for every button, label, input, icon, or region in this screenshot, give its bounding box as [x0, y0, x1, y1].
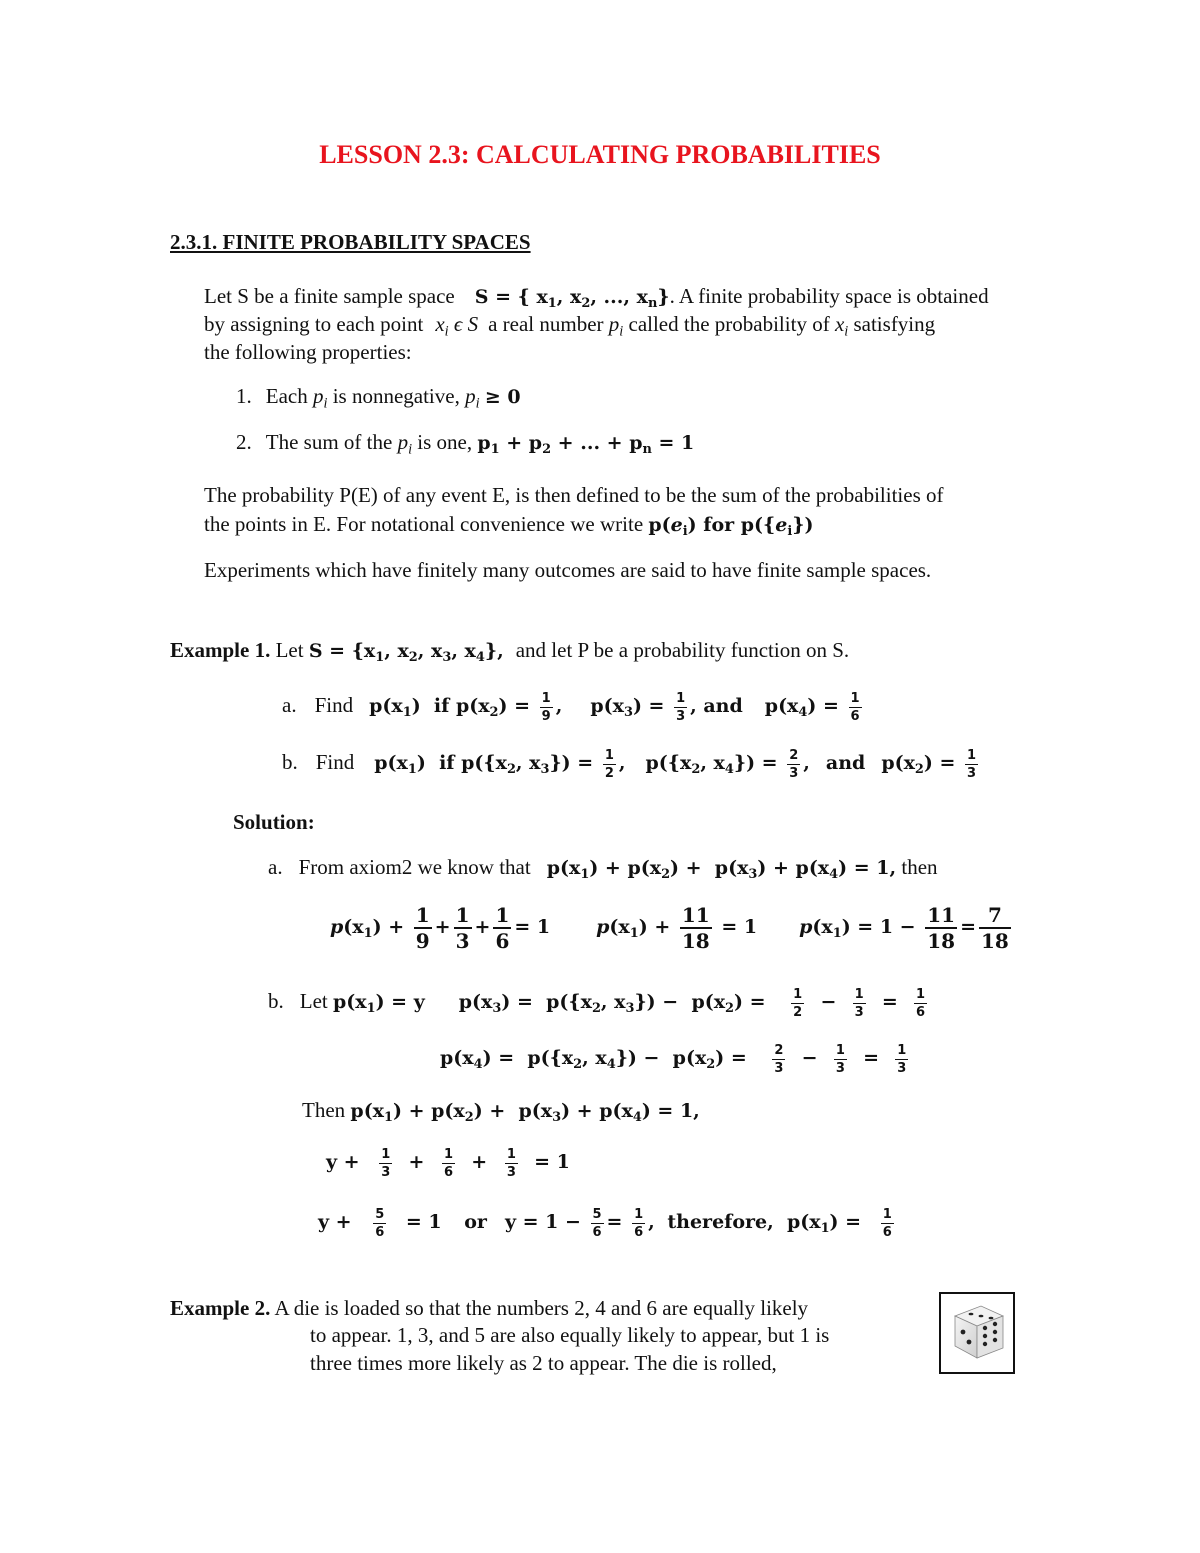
nonnegative-formula: ≥ 0 [484, 386, 521, 408]
intro-text: Let S be a finite sample space [204, 284, 455, 308]
word-if: if [439, 752, 455, 774]
example-1-statement [170, 636, 849, 665]
pi-symbol: $p_i$ [397, 430, 413, 458]
example-2-line-1 [170, 1294, 808, 1322]
solution-a-equations [330, 896, 1014, 957]
set-s-formula: $S = \{x_1$, $x_2$, $x_3$, $x_4$}, [308, 640, 504, 665]
solution-text: Then [302, 1098, 346, 1122]
solution-text: Let [299, 989, 328, 1013]
solution-text: then [901, 855, 938, 879]
notation-formula: $p(e_i)$ for $p(\{e_i\})$ [648, 514, 814, 539]
example-1-part-b [282, 745, 981, 780]
part-text: Find [314, 693, 354, 717]
solution-then-line [302, 1096, 700, 1125]
prob-def-line-1: The probability P(E) of any event E, is then defined to be the sum of the probabilities of [204, 483, 944, 507]
part-label: b. [268, 989, 284, 1013]
word-if: if [433, 695, 450, 717]
intro-text: by assigning to each point [204, 312, 424, 336]
property-text: is one, [417, 430, 473, 454]
word-therefore: therefore, [667, 1211, 774, 1233]
part-label: a. [282, 693, 297, 717]
part-text: Find [315, 750, 355, 774]
example-label: Example 2. [170, 1296, 271, 1320]
part-b-formula: $p(x_1)$ if $p(\{x_2$, $x_3$}) = $\frac{1}{2}$ , $p(\{x_2$, $x_4$}) = $\frac{2}{3}$ , and $p(x_2)$ = $\frac{1}{3}$ [374, 747, 977, 781]
equation-1: $p(x_1)$ + $\frac{1}{9}$ + $\frac{1}{3}$ + $\frac{1}{6}$ = 1 [330, 903, 551, 953]
solution-part-b-line-1 [268, 984, 930, 1019]
y-result-formula: y + $\frac{5}{6}$ = 1 or y = 1 − $\frac{5}{6}$ = $\frac{1}{6}$ , therefore, $p(x_1)$ = $\frac{1}{6}$ [318, 1206, 892, 1240]
solution-label: Solution: [233, 810, 315, 834]
list-number: 2. [236, 430, 252, 454]
property-2 [236, 428, 694, 457]
pi-symbol: $p_i$ [465, 384, 480, 412]
let-formula: $p(x_1) = y$ [332, 991, 425, 1016]
solution-part-b-line-2 [440, 1040, 911, 1075]
prob-def-line-2 [204, 510, 813, 539]
solution-y-result [318, 1204, 897, 1239]
word-and: and [703, 695, 743, 717]
property-text: The sum of the [265, 430, 393, 454]
sample-space-set: S = { $x_1$, $x_2$, ..., $x_n$} [474, 286, 670, 311]
axiom-formula: $p(x_1) + p(x_2) + p(x_3) + p(x_4) = 1$, [546, 857, 897, 882]
prob-def-line-3: Experiments which have finitely many outcomes are said to have finite sample spaces. [204, 558, 932, 582]
pi-symbol: $p_i$ [312, 384, 328, 412]
intro-line-2 [204, 310, 935, 338]
y-sum-formula: y + $\frac{1}{3}$ + $\frac{1}{6}$ + $\frac{1}{3}$ = 1 [326, 1146, 570, 1180]
section-heading: 2.3.1. FINITE PROBABILITY SPACES [170, 230, 531, 254]
px4-formula: $p(x_4) = p(\{x_2$, $x_4\}) - p(x_2)$ = $\frac{2}{3}$ − $\frac{1}{3}$ = $\frac{1}{3}$ [440, 1042, 907, 1076]
page-title: LESSON 2.3: CALCULATING PROBABILITIES [319, 140, 881, 169]
example-text: and let P be a probability function on S. [515, 638, 850, 662]
then-formula: $p(x_1) + p(x_2) + p(x_3) + p(x_4) = 1$, [350, 1100, 700, 1125]
intro-text: satisfying [853, 312, 936, 336]
xi-in-s: $x_i$ ϵ S [435, 312, 479, 340]
list-number: 1. [236, 384, 252, 408]
die-image [939, 1292, 1015, 1374]
intro-line-1 [204, 282, 989, 311]
example-2-line-3: three times more likely as 2 to appear. The die is rolled, [310, 1351, 777, 1375]
solution-text: From axiom2 we know that [298, 855, 531, 879]
example-2-line-2: to appear. 1, 3, and 5 are also equally likely to appear, but 1 is [310, 1323, 830, 1347]
equation-2: $p(x_1)$ + $\frac{11}{18}$ = 1 [596, 903, 758, 953]
intro-text: a real number [488, 312, 604, 336]
property-1 [236, 382, 521, 411]
part-a-formula: $p(x_1)$ if $p(x_2)$ = $\frac{1}{9}$ , $p(x_3)$ = $\frac{1}{3}$ , and $p(x_4)$ = $\frac{1}{6}$ [369, 690, 860, 724]
intro-text: called the probability of [628, 312, 830, 336]
example-text: Let [275, 638, 304, 662]
pi-symbol: $p_i$ [608, 312, 624, 340]
example-label: Example 1. [170, 638, 271, 662]
intro-text: . A finite probability space is obtained [669, 284, 989, 308]
word-and: and [825, 752, 866, 774]
prob-def-text: the points in E. For notational convenience we write [204, 512, 644, 536]
word-or: or [464, 1211, 487, 1233]
property-text: Each [265, 384, 308, 408]
intro-line-3: the following properties: [204, 340, 412, 364]
property-text: is nonnegative, [332, 384, 460, 408]
example-text: A die is loaded so that the numbers 2, 4 and 6 are equally likely [274, 1296, 809, 1320]
part-label: b. [282, 750, 298, 774]
example-1-part-a [282, 688, 865, 723]
equation-3: $p(x_1) = 1$ − $\frac{11}{18}$ = $\frac{7}{18}$ [799, 903, 1009, 953]
solution-y-sum [326, 1144, 570, 1179]
part-label: a. [268, 855, 283, 879]
xi-symbol: $x_i$ [834, 312, 849, 340]
sum-formula: $p_1 + p_2$ + ... + $p_n = 1$ [477, 432, 695, 457]
solution-part-a [268, 853, 938, 882]
px3-formula: $p(x_3) = p(\{x_2$, $x_3\}) - p(x_2)$ = $\frac{1}{2}$ − $\frac{1}{3}$ = $\frac{1}{6}$ [458, 986, 926, 1020]
dice-icon [941, 1294, 1013, 1372]
